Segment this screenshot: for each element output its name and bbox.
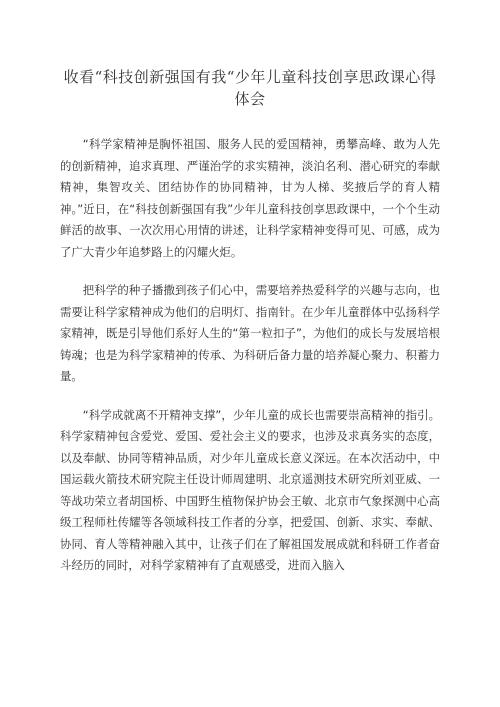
paragraph-3: “科学成就离不开精神支撑”，少年儿童的成长也需要崇高精神的指引。科学家精神包含爱党、爱国、爱社会主义的要求，也涉及求真务实的态度，以及奉献、协同等精神品质，对少年儿童成长意义深远。在本次活动中，中国运载火箭技术研究院主任设计师周建明、北京遥测技术研究所刘亚威、一等战功荣立者胡国桥、中国野生植物保护协会王敏、北京市气象探测中心高级工程师杜传耀等各领域科技工作者的分享，把爱国、创新、求实、奉献、协同、育人等精神融入其中，让孩子们在了解祖国发展成就和科研工作者奋斗经历的同时，对科学家精神有了直观感受，进而入脑入	[60, 407, 440, 572]
document-title: 收看“科技创新强国有我“少年儿童科技创享思政课心得体会	[63, 68, 437, 108]
paragraph-1: “科学家精神是胸怀祖国、服务人民的爱国精神，勇攀高峰、敢为人先的创新精神，追求真理、严谨治学的求实精神，淡泊名利、潜心研究的奉献精神，集智攻关、团结协作的协同精神，甘为人梯、奖掖后学的育人精神。”近日，在“科技创新强国有我”少年儿童科技创享思政课中，一个个生动鲜活的故事、一次次用心用情的讲述，让科学家精神变得可见、可感，成为了广大青少年追梦路上的闪耀火炬。	[60, 137, 440, 259]
document-body	[60, 134, 440, 594]
paragraph-2: 把科学的种子播撒到孩子们心中，需要培养热爱科学的兴趣与志向，也需要让科学家精神成为他们的启明灯、指南针。在少年儿童群体中弘扬科学家精神，既是引导他们系好人生的“第一粒扣子”，为他们的成长与发展培根铸魂；也是为科学家精神的传承、为科研后备力量的培养凝心聚力、积蓄力量。	[60, 283, 440, 383]
